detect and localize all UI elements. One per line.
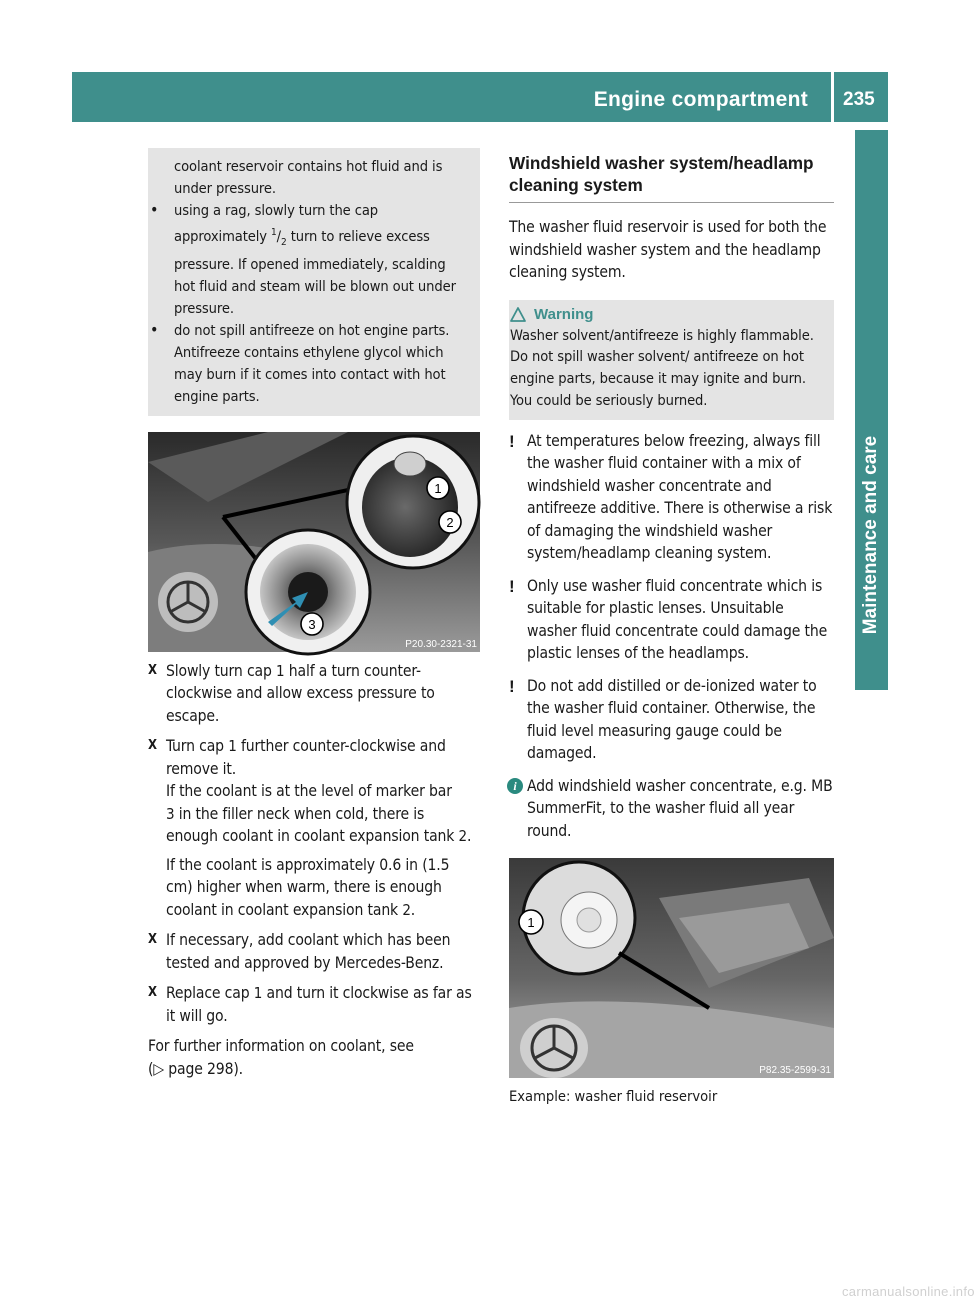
- callout-3: 3: [308, 616, 316, 632]
- note-item: ! Only use washer fluid concentrate which is suitable for plastic lenses. Unsuitable washer fluid concentrate could damage the plastic lenses of the headlamps.: [509, 576, 828, 663]
- callout-2: 2: [446, 514, 454, 530]
- note-item: ! At temperatures below freezing, always fill the washer fluid container with a mix of windshield washer concentrate and antifreeze additive. There is otherwise a risk of damaging the windshield washer system/headlamp cleaning system.: [509, 431, 833, 563]
- callout-1: 1: [434, 480, 442, 496]
- side-tab-label: Maintenance and care: [860, 435, 881, 635]
- step-item: X Slowly turn cap 1 half a turn counter-clockwise and allow excess pressure to escape.: [148, 661, 435, 725]
- box-line: coolant reservoir contains hot fluid and is: [174, 158, 443, 175]
- step-item: X Replace cap 1 and turn it clockwise as far as it will go.: [148, 984, 472, 1025]
- step-marker-icon: X: [148, 985, 157, 1001]
- info-item: i Add windshield washer concentrate, e.g. MB SummerFit, to the washer fluid all year round.: [509, 775, 834, 843]
- step-item: X Turn cap 1 further counter-clockwise and remove it. If the coolant is at the level of marker bar 3 in the filler neck when cold, there is enough coolant in coolant expansion tank 2. If the coolant is approximately 0.6 in (1.5 cm) higher when warm, there is enough coolant in coolant expansion tank 2.: [148, 737, 472, 919]
- warning-triangle-icon: [510, 307, 526, 322]
- exclamation-icon: !: [509, 576, 515, 596]
- header-divider: [831, 72, 834, 122]
- page-title: Engine compartment: [593, 88, 808, 111]
- step-marker-icon: X: [148, 932, 157, 948]
- note-item: ! Do not add distilled or de-ionized water to the washer fluid container. Otherwise, the fluid level measuring gauge could be damaged.: [509, 676, 817, 763]
- bullet-icon: •: [150, 200, 159, 219]
- left-column: [148, 148, 480, 1080]
- exclamation-icon: !: [509, 676, 515, 696]
- page-ref-arrow-icon: ▷: [153, 1059, 164, 1078]
- bullet-icon: •: [150, 319, 159, 339]
- step-item: X If necessary, add coolant which has been tested and approved by Mercedes-Benz.: [148, 931, 451, 972]
- bullet-item: • do not spill antifreeze on hot engine parts. Antifreeze contains ethylene glycol which may burn if it comes into contact with hot engine parts.: [150, 319, 450, 405]
- step-marker-icon: X: [148, 738, 157, 754]
- intro-text: The washer fluid reservoir is used for both the windshield washer system and the headlamp cleaning system.: [509, 218, 827, 281]
- box-line: under pressure.: [174, 180, 276, 197]
- washer-reservoir-photo: [509, 858, 834, 1078]
- cross-reference: For further information on coolant, see (▷ page 298).: [148, 1037, 414, 1078]
- photo-code: P82.35-2599-31: [759, 1065, 831, 1077]
- right-column: [509, 152, 834, 1105]
- caution-continued-box: [148, 148, 480, 416]
- warning-box: [509, 300, 834, 420]
- warning-label: Warning: [534, 305, 594, 323]
- warning-text: Washer solvent/antifreeze is highly flammable. Do not spill washer solvent/ antifreeze on hot engine parts, because it may ignite and burn. You could be seriously burned.: [510, 326, 814, 409]
- info-icon: i: [507, 778, 523, 794]
- bullet-item: • using a rag, slowly turn the cap approximately $^1/_2$ turn to relieve excess pressure. If opened immediately, scalding hot fluid and steam will be blown out under pressure.: [150, 200, 456, 317]
- exclamation-icon: !: [509, 431, 515, 451]
- photo-code: P20.30-2321-31: [405, 638, 477, 650]
- page-number: 235: [843, 89, 875, 110]
- coolant-tank-photo: [148, 432, 480, 652]
- callout-1: 1: [527, 915, 535, 931]
- photo-caption: Example: washer fluid reservoir: [509, 1088, 718, 1106]
- step-marker-icon: X: [148, 662, 157, 678]
- section-title: Windshield washer system/headlamp cleaning system: [509, 152, 834, 203]
- footer-watermark: carmanualsonline.info: [842, 1284, 975, 1299]
